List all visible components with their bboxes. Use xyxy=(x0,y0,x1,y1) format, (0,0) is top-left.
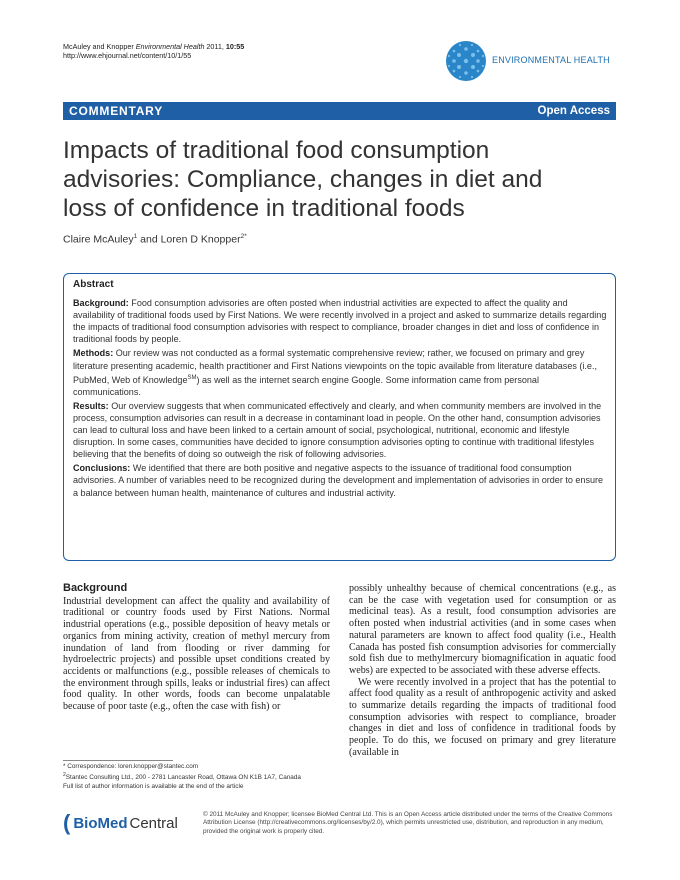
license-text: © 2011 McAuley and Knopper; licensee BioMed Central Ltd. This is an Open Access article distributed under the terms of the Creative Commons Attribution License (http://creativecommons.org/licenses/by/2.0), which permits unrestricted use, distribution, and reproduction in any medium, provided the original work is properly cited. xyxy=(203,811,613,835)
article-type-bar xyxy=(63,102,616,120)
article-title: Impacts of traditional food consumption advisories: Compliance, changes in diet and loss of confidence in traditional foods xyxy=(63,137,543,222)
abstract-background-text: Food consumption advisories are often posted when industrial activities are expected to affect the quality and availability of traditional foods used by First Nations. We were recently involved in a project and asked to summarize details regarding the impacts of traditional food consumption advisories with respect to compliance, broader changes in diet and loss of confidence in traditional foods by people. xyxy=(73,298,607,345)
abstract-results-label: Results: xyxy=(73,400,109,411)
correspondence-footnote: * Correspondence: loren.knopper@stantec.com xyxy=(63,763,199,770)
body-column-left xyxy=(63,583,330,713)
abstract-results xyxy=(73,400,607,460)
body-paragraph: We were recently involved in a project that has the potential to affect food quality as a result of anthropogenic activity and asked to summarize details regarding the impacts of traditional food consumption advisories with respect to compliance, broader changes in diet and loss of confidence in traditional foods by people. To do this, we focused on primary and grey literature (available in xyxy=(349,676,616,758)
footnotes xyxy=(63,763,333,791)
abstract-heading: Abstract xyxy=(73,279,114,290)
globe-logo-icon xyxy=(445,40,487,82)
citation-line-1 xyxy=(63,42,244,51)
abstract-background xyxy=(73,297,607,345)
citation-url[interactable]: http://www.ehjournal.net/content/10/1/55 xyxy=(63,51,192,60)
abstract-methods-text-2: ) as well as the internet search engine Google. Some information came from personal communications. xyxy=(73,374,539,397)
service-mark: SM xyxy=(187,374,197,381)
abstract-methods-text-1: Our review was not conducted as a formal systematic comprehensive review; rather, we focused on primary and grey literature presenting academic, health practitioner and First Nations viewpoints on the topic available from literature databases (i.e., PubMed, Web of Knowledge xyxy=(73,348,597,385)
abstract-conclusions xyxy=(73,462,607,498)
publisher-name-part2: Central xyxy=(129,814,178,832)
citation-journal: Environmental Health xyxy=(135,42,205,51)
author-1-affil: 1 xyxy=(133,233,138,240)
biomed-bracket-icon: ( xyxy=(63,810,71,835)
body-paragraph: Industrial development can affect the quality and availability of traditional or country foods used by First Nations. Normal industrial operations (e.g., possible deposition of heavy metals or organics from mining activity, creation of methyl mercury from inundation of land from flooding or river damming for hydroelectric projects) and possible upset conditions created by accidents or malfunctions (e.g., possible releases of chemicals to the environment through spills, leaks or industrial fires) can affect food quality. In other words, foods can become unpalatable because of poor taste (e.g., often the case with fish) or xyxy=(63,595,330,713)
full-list-footnote: Full list of author information is available at the end of the article xyxy=(63,782,244,790)
article-type-label: COMMENTARY xyxy=(69,104,163,118)
abstract-box xyxy=(63,273,616,561)
citation-authors: McAuley and Knopper xyxy=(63,42,136,51)
journal-name: ENVIRONMENTAL HEALTH xyxy=(492,55,610,65)
author-1[interactable]: Claire McAuley xyxy=(63,233,134,246)
affiliation-footnote xyxy=(63,771,333,782)
body-column-right xyxy=(349,583,616,759)
abstract-conclusions-text: We identified that there are both positive and negative aspects to the issuance of traditional food consumption advisories. A number of variables need to be recognized during the development and implementation of advisories in order to ensure a balance between human health, maintenance of cultures and industrial activity. xyxy=(73,463,604,498)
footnote-divider xyxy=(63,760,173,761)
abstract-methods xyxy=(73,347,607,397)
open-access-label: Open Access xyxy=(537,105,610,117)
abstract-background-label: Background: xyxy=(73,298,129,309)
author-2-affil: 2* xyxy=(240,233,247,240)
body-paragraph: possibly unhealthy because of chemical concentrations (e.g., as can be the case with vegetation used for consumption or as medicinal teas). As a result, food consumption advisories are often posted when industrial activities (and in some cases when natural parameters are known to affect food quality (i.e., Health Canada has posted fish consumption advisories for commercially sold fish due to methylmercury biomagnification in aquatic food webs) are expected to be associated with these adverse effects. xyxy=(349,583,616,676)
author-list xyxy=(63,233,247,246)
biomed-central-logo xyxy=(63,812,178,834)
abstract-conclusions-label: Conclusions: xyxy=(73,463,131,474)
citation-year: 2011, xyxy=(204,42,226,51)
author-2[interactable]: Loren D Knopper xyxy=(160,233,241,246)
citation-volume: 10:55 xyxy=(225,42,245,51)
abstract-methods-label: Methods: xyxy=(73,348,114,359)
affiliation-text: Stantec Consulting Ltd., 200 - 2781 Lancaster Road, Ottawa ON K1B 1A7, Canada xyxy=(65,774,301,782)
citation-header xyxy=(63,42,244,60)
affiliation-sup: 2 xyxy=(63,772,66,779)
author-and: and xyxy=(137,233,161,246)
abstract-results-text: Our overview suggests that when communicated effectively and clearly, and when community members are involved in the process, consumption advisories can result in a decrease in contaminant load in people. On the other hand, consumption advisories can lead to cultural loss and have been linked to a certain amount of social, psychological, nutritional, economic and lifestyle disruption. In some cases, communities have decided to ignore consumption advisories opting to continue with traditional lifestyles believing that the benefits of doing so outweigh the risk of following advisories. xyxy=(73,400,602,460)
section-heading: Background xyxy=(63,582,128,594)
publisher-name-part1: BioMed xyxy=(73,814,128,832)
